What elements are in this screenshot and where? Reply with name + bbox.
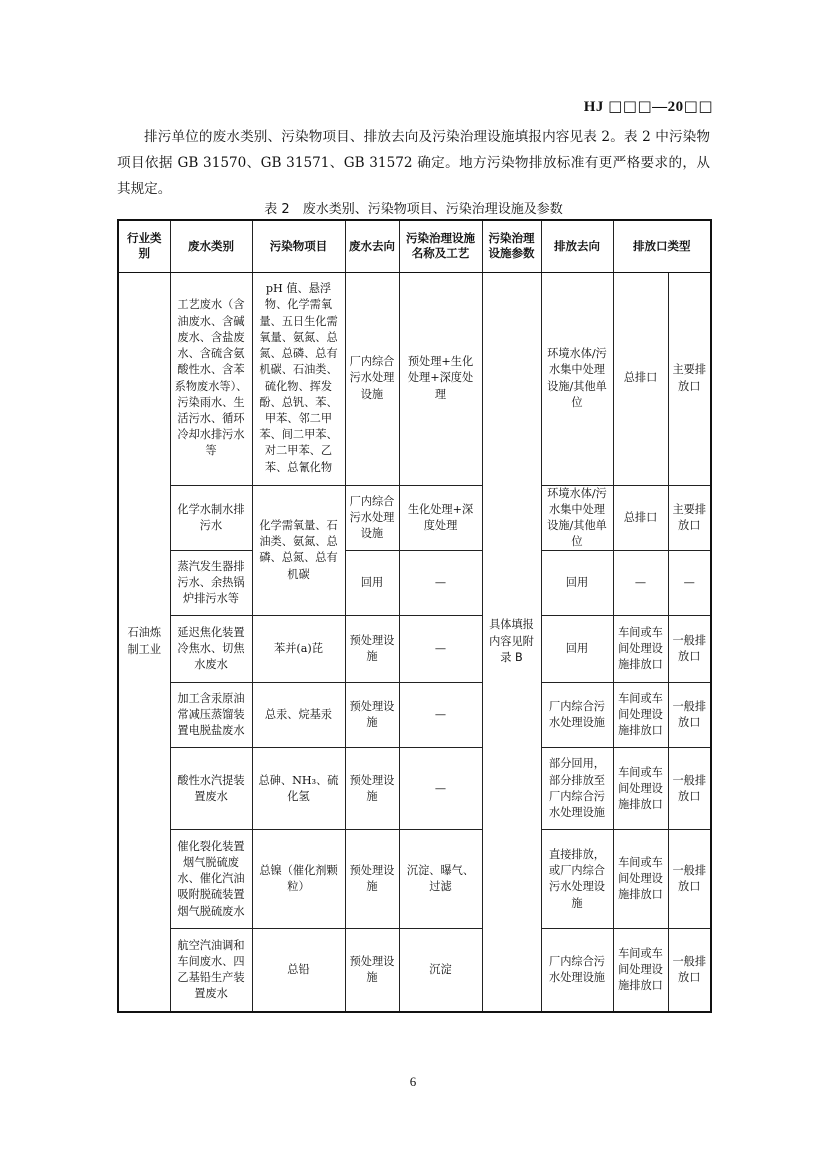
params-cell: 具体填报内容见附录 B bbox=[482, 272, 541, 1012]
outlet-cell: 车间或车间处理设施排放口 bbox=[613, 683, 668, 748]
pollutants-cell: 总汞、烷基汞 bbox=[252, 683, 345, 748]
table-row bbox=[118, 616, 711, 683]
outlet-type-cell: 一般排放口 bbox=[668, 830, 711, 929]
discharge-to-cell: 环境水体/污水集中处理设施/其他单位 bbox=[541, 485, 613, 551]
facility-cell: 生化处理+深度处理 bbox=[399, 485, 482, 551]
page-number: 6 bbox=[409, 1074, 417, 1089]
wastewater-cell: 蒸汽发生器排污水、余热锅炉排污水等 bbox=[170, 551, 252, 616]
pollutants-cell: 总砷、NH₃、硫化氢 bbox=[252, 748, 345, 830]
facility-cell: — bbox=[399, 551, 482, 616]
wastewater-cell: 工艺废水（含油废水、含碱废水、含盐废水、含硫含氨酸性水、含苯系物废水等）、污染雨水、生活污水、循环冷却水排污水等 bbox=[170, 272, 252, 485]
table-caption: 表 2 废水类别、污染物项目、污染治理设施及参数 bbox=[264, 202, 563, 217]
discharge-to-cell: 直接排放，或厂内综合污水处理设施 bbox=[541, 830, 613, 929]
discharge-to-cell: 回用 bbox=[541, 616, 613, 683]
col-pollutants: 污染物项目 bbox=[252, 220, 345, 272]
pollutants-cell: 化学需氧量、石油类、氨氮、总磷、总氮、总有机碳 bbox=[252, 485, 345, 616]
table-row bbox=[118, 485, 711, 551]
outlet-cell: 车间或车间处理设施排放口 bbox=[613, 929, 668, 1012]
table-row bbox=[118, 272, 711, 485]
discharge-to-cell: 部分回用，部分排放至厂内综合污水处理设施 bbox=[541, 748, 613, 830]
outlet-cell: 总排口 bbox=[613, 485, 668, 551]
outlet-type-cell: 一般排放口 bbox=[668, 616, 711, 683]
wastewater-cell: 航空汽油调和车间废水、四乙基铅生产装置废水 bbox=[170, 929, 252, 1012]
discharge-to-cell: 回用 bbox=[541, 551, 613, 616]
outlet-type-cell: 一般排放口 bbox=[668, 683, 711, 748]
col-industry: 行业类别 bbox=[118, 220, 170, 272]
col-params: 污染治理设施参数 bbox=[482, 220, 541, 272]
header-row bbox=[118, 220, 711, 272]
outlet-type-cell: 一般排放口 bbox=[668, 929, 711, 1012]
outlet-cell: 车间或车间处理设施排放口 bbox=[613, 830, 668, 929]
outlet-cell: 总排口 bbox=[613, 272, 668, 485]
facility-cell: — bbox=[399, 748, 482, 830]
code-year-prefix: —20 bbox=[652, 99, 684, 115]
col-destination: 废水去向 bbox=[345, 220, 399, 272]
table-row bbox=[118, 683, 711, 748]
discharge-to-cell: 厂内综合污水处理设施 bbox=[541, 683, 613, 748]
table-row bbox=[118, 830, 711, 929]
industry-cell: 石油炼制工业 bbox=[118, 272, 170, 1012]
facility-cell: — bbox=[399, 616, 482, 683]
pollutants-cell: 总镍（催化剂颗粒） bbox=[252, 830, 345, 929]
facility-cell: — bbox=[399, 683, 482, 748]
wastewater-cell: 化学水制水排污水 bbox=[170, 485, 252, 551]
wastewater-cell: 催化裂化装置烟气脱硫废水、催化汽油吸附脱硫装置烟气脱硫废水 bbox=[170, 830, 252, 929]
code-prefix: HJ bbox=[583, 99, 609, 115]
facility-cell: 沉淀 bbox=[399, 929, 482, 1012]
wastewater-table bbox=[117, 219, 712, 1013]
destination-cell: 预处理设施 bbox=[345, 748, 399, 830]
intro-paragraph: 排污单位的废水类别、污染物项目、排放去向及污染治理设施填报内容见表 2。表 2 中污染物项目依据 GB 31570、GB 31571、GB 31572 确定。地方污染物排放标准有更严格要求的，从其规定。 bbox=[117, 129, 710, 197]
outlet-type-cell: — bbox=[668, 551, 711, 616]
destination-cell: 预处理设施 bbox=[345, 929, 399, 1012]
discharge-to-cell: 厂内综合污水处理设施 bbox=[541, 929, 613, 1012]
col-discharge-to: 排放去向 bbox=[541, 220, 613, 272]
destination-cell: 预处理设施 bbox=[345, 616, 399, 683]
pollutants-cell: pH 值、悬浮物、化学需氧量、五日生化需氧量、氨氮、总氮、总磷、总有机碳、石油类、硫化物、挥发酚、总钒、苯、甲苯、邻二甲苯、间二甲苯、对二甲苯、乙苯、总氰化物 bbox=[252, 272, 345, 485]
discharge-to-cell: 环境水体/污水集中处理设施/其他单位 bbox=[541, 272, 613, 485]
outlet-type-cell: 一般排放口 bbox=[668, 748, 711, 830]
pollutants-cell: 总铅 bbox=[252, 929, 345, 1012]
wastewater-cell: 酸性水汽提装置废水 bbox=[170, 748, 252, 830]
col-wastewater: 废水类别 bbox=[170, 220, 252, 272]
table-row bbox=[118, 748, 711, 830]
destination-cell: 厂内综合污水处理设施 bbox=[345, 485, 399, 551]
outlet-cell: 车间或车间处理设施排放口 bbox=[613, 616, 668, 683]
outlet-type-cell: 主要排放口 bbox=[668, 485, 711, 551]
destination-cell: 回用 bbox=[345, 551, 399, 616]
table-row bbox=[118, 551, 711, 616]
code-year-placeholder: □□ bbox=[683, 97, 713, 115]
outlet-cell: 车间或车间处理设施排放口 bbox=[613, 748, 668, 830]
pollutants-cell: 苯并(a)芘 bbox=[252, 616, 345, 683]
wastewater-cell: 加工含汞原油常减压蒸馏装置电脱盐废水 bbox=[170, 683, 252, 748]
facility-cell: 预处理+生化处理+深度处理 bbox=[399, 272, 482, 485]
destination-cell: 预处理设施 bbox=[345, 683, 399, 748]
document-code-header bbox=[584, 97, 713, 116]
table-row bbox=[118, 929, 711, 1012]
outlet-cell: — bbox=[613, 551, 668, 616]
outlet-type-cell: 主要排放口 bbox=[668, 272, 711, 485]
code-number-placeholder: □□□ bbox=[608, 97, 653, 115]
facility-cell: 沉淀、曝气、过滤 bbox=[399, 830, 482, 929]
wastewater-cell: 延迟焦化装置冷焦水、切焦水废水 bbox=[170, 616, 252, 683]
destination-cell: 厂内综合污水处理设施 bbox=[345, 272, 399, 485]
col-facility: 污染治理设施名称及工艺 bbox=[399, 220, 482, 272]
destination-cell: 预处理设施 bbox=[345, 830, 399, 929]
col-outlet-type: 排放口类型 bbox=[613, 220, 711, 272]
